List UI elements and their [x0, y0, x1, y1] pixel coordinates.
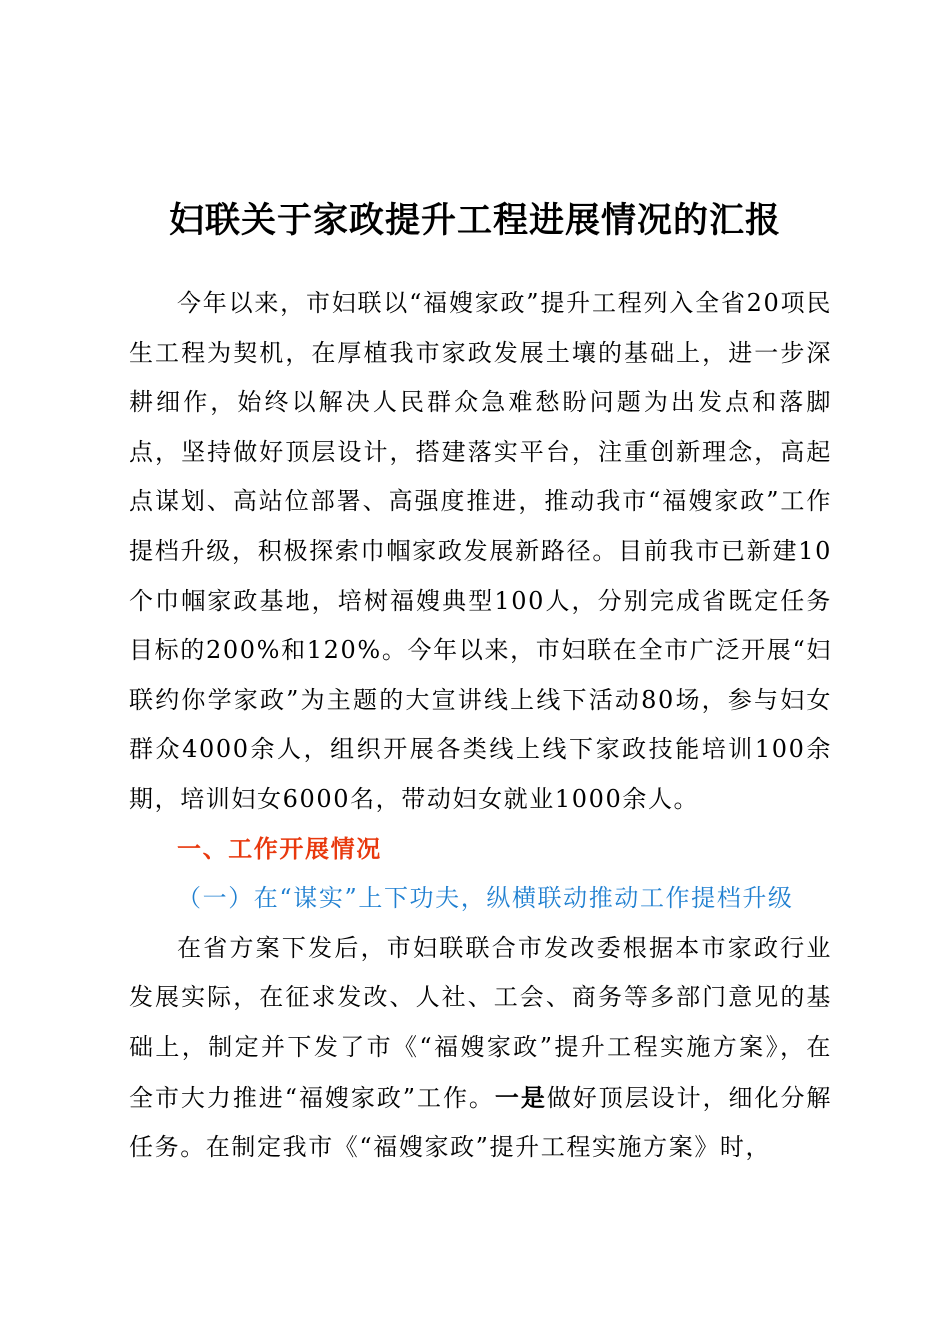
- section-heading: 一、工作开展情况: [177, 834, 382, 863]
- body-paragraph: [129, 924, 832, 1173]
- paragraph-text-continued: 做好顶层设计，细化分解任务。在制定我市《“福嫂家政”提升工程实施方案》时，: [129, 1083, 832, 1162]
- intro-paragraph: 今年以来，市妇联以“福嫂家政”提升工程列入全省20项民生工程为契机，在厚植我市家政发展土壤的基础上，进一步深耕细作，始终以解决人民群众急难愁盼问题为出发点和落脚点，坚持做好顶层设计，搭建落实平台，注重创新理念，高起点谋划、高站位部署、高强度推进，推动我市“福嫂家政”工作提档升级，积极探索巾帼家政发展新路径。目前我市已新建10个巾帼家政基地，培树福嫂典型100人，分别完成省既定任务目标的200%和120%。今年以来，市妇联在全市广泛开展“妇联约你学家政”为主题的大宣讲线上线下活动80场，参与妇女群众4000余人，组织开展各类线上线下家政技能培训100余期，培训妇女6000名，带动妇女就业1000余人。: [129, 289, 832, 813]
- document-body: [129, 279, 832, 1173]
- paragraph-text: 在省方案下发后，市妇联联合市发改委根据本市家政行业发展实际，在征求发改、人社、工会、商务等多部门意见的基础上，制定并下发了市《“福嫂家政”提升工程实施方案》，在全市大力推进“福嫂家政”工作。: [129, 933, 832, 1112]
- document-title: 妇联关于家政提升工程进展情况的汇报: [168, 200, 781, 241]
- emphasis-text: 一是: [494, 1082, 547, 1112]
- subsection-heading: （一）在“谋实”上下功夫，纵横联动推动工作提档升级: [177, 884, 794, 913]
